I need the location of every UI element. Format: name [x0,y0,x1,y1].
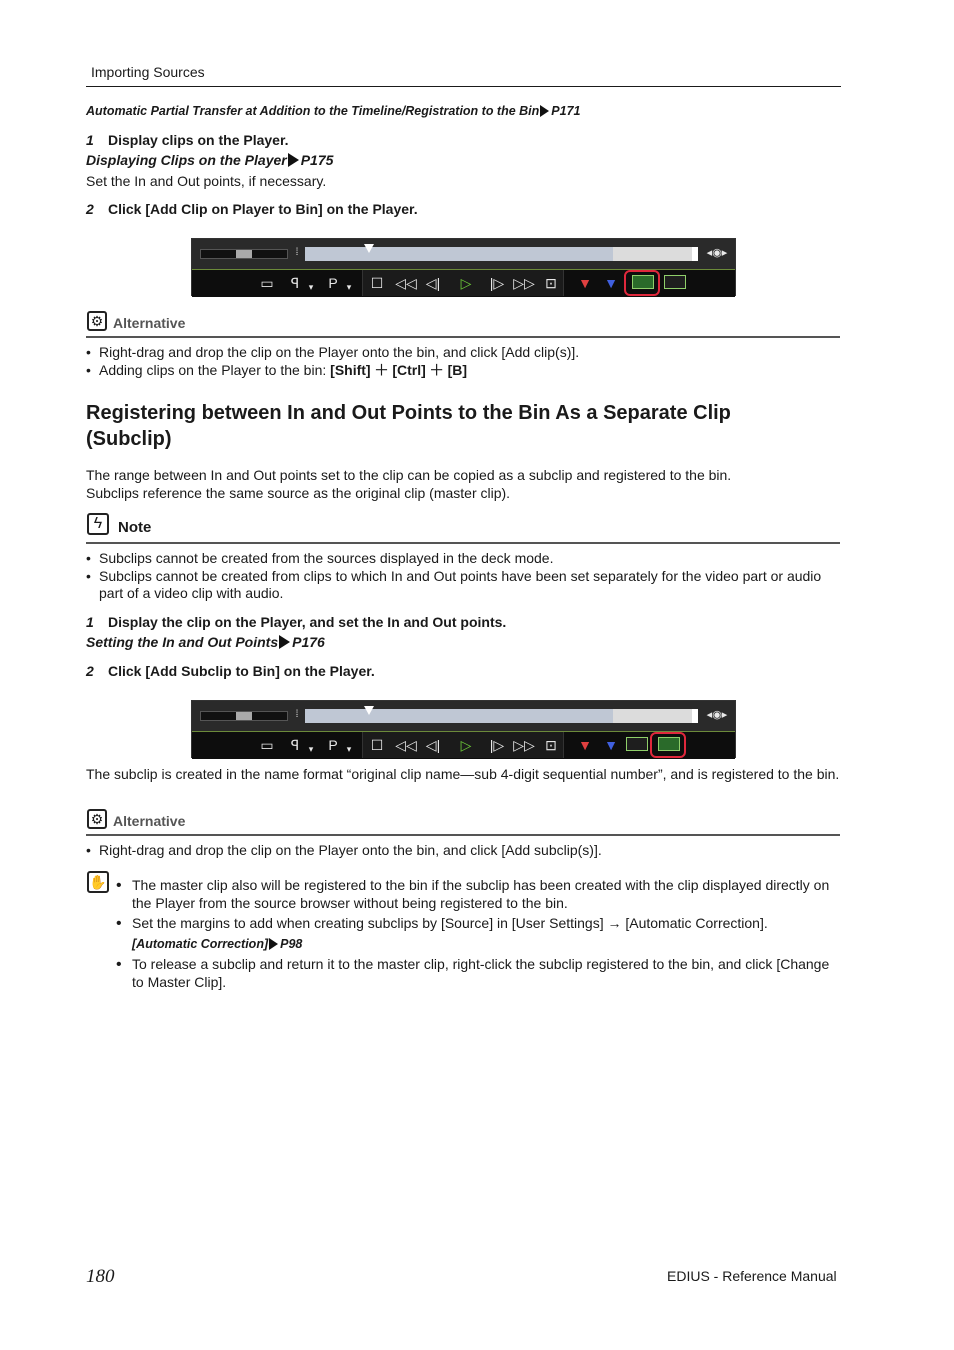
step-2: 2 Click [Add Clip on Player to Bin] on the Player. [86,201,418,217]
section-rule [86,336,840,338]
section-rule [86,542,840,544]
step-back-icon[interactable]: ◁| [425,737,441,753]
chevron-down-icon[interactable]: ▾ [308,282,314,292]
overwrite-to-timeline-icon[interactable]: ▼ [604,275,618,291]
insert-to-timeline-icon[interactable]: ▼ [578,275,592,291]
match-frame-icon[interactable]: ▭ [260,737,274,753]
loop-icon[interactable]: ⊡ [545,737,557,753]
set-out-icon[interactable]: P [328,737,338,753]
ref-text: Setting the In and Out Points [86,634,279,650]
playhead-icon[interactable] [364,706,374,715]
insert-to-timeline-icon[interactable]: ▼ [578,737,592,753]
chevron-down-icon[interactable]: ▾ [346,282,352,292]
match-frame-icon[interactable]: ▭ [260,275,274,291]
list-item: • Subclips cannot be created from clips to which In and Out points have been set separately for the video part or audio part of a video clip with audio. [86,568,840,603]
audio-icon[interactable]: ◂◉▸ [706,247,728,259]
cross-reference[interactable] [132,936,840,954]
ref-page: P98 [280,936,303,951]
player-screenshot [191,700,736,758]
player-timeline-area [192,239,735,269]
arrow-right-icon [540,105,549,117]
ref-text: Automatic Partial Transfer at Addition to the Timeline/Registration to the Bin [86,104,540,118]
step-forward-icon[interactable]: |▷ [489,275,505,291]
chevron-down-icon[interactable]: ▾ [346,744,352,754]
header-rule [86,86,841,87]
note-icon: ϟ [87,513,109,535]
step-1: 1 Display clips on the Player. [86,132,289,148]
hand-icon: ✋ [87,871,109,893]
add-subclip-to-bin-icon[interactable] [664,275,686,289]
page-number: 180 [86,1266,115,1287]
set-out-icon[interactable]: P [328,275,338,291]
fast-forward-icon[interactable]: ▷▷ [513,737,535,753]
step-back-icon[interactable]: ◁| [425,275,441,291]
set-in-icon[interactable]: ꟼ [290,275,300,291]
slider-knob[interactable] [236,712,252,720]
subclip-description: The subclip is created in the name format “original clip name—sub 4-digit sequential number”, and is registered to the bin. [86,766,840,782]
note-list [86,550,840,603]
alternative-label: Alternative [113,315,186,331]
ref-text: Displaying Clips on the Player [86,152,287,168]
list-item: • Set the margins to add when creating subclips by [Source] in [User Settings] → [Automatic Correction]. [Automatic Correction] P98 [116,915,840,953]
alternative-list [86,344,840,379]
fast-forward-icon[interactable]: ▷▷ [513,275,535,291]
list-item: • Right-drag and drop the clip on the Player onto the bin, and click [Add subclip(s)]. [86,842,840,860]
stop-icon[interactable]: ☐ [370,737,384,753]
gear-icon: ⚙ [87,809,107,829]
shortcut: [Shift] ＋ [Ctrl] ＋ [B] [330,361,468,378]
in-out-range [305,709,613,723]
arrow-right-icon [279,635,290,649]
ref-text: [Automatic Correction] [132,936,269,951]
add-clip-to-bin-icon[interactable] [632,275,654,289]
cross-reference[interactable] [86,634,325,650]
step-body: Set the In and Out points, if necessary. [86,173,327,189]
list-item: • Right-drag and drop the clip on the Player onto the bin, and click [Add clip(s)]. [86,344,840,362]
play-icon[interactable]: ▷ [460,275,472,291]
ref-page: P176 [292,634,325,650]
list-item: • To release a subclip and return it to the master clip, right-click the subclip registered to the bin, and click [Change to Master Clip]. [116,956,840,991]
cross-reference[interactable] [86,104,581,118]
step-forward-icon[interactable]: |▷ [489,737,505,753]
marker-icon: ⁞ [295,709,299,720]
out-marker [692,247,698,261]
play-icon[interactable]: ▷ [460,737,472,753]
arrow-right-icon [288,153,299,167]
overwrite-to-timeline-icon[interactable]: ▼ [604,737,618,753]
cross-reference[interactable] [86,152,333,168]
section-body: The range between In and Out points set to the clip can be copied as a subclip and registered to the bin. Subclips reference the same source as the original clip (master clip). [86,467,732,501]
marker-icon: ⁞ [295,247,299,258]
set-in-icon[interactable]: ꟼ [290,737,300,753]
ref-page: P171 [551,104,581,118]
note-label: Note [118,519,152,536]
loop-icon[interactable]: ⊡ [545,275,557,291]
list-item: • Subclips cannot be created from the sources displayed in the deck mode. [86,550,840,568]
arrow-right-icon [269,938,278,950]
shuttle-slider[interactable] [200,249,288,259]
section-rule [86,834,840,836]
alternative-label: Alternative [113,813,186,829]
alternative-list [86,842,840,860]
ref-page: P175 [300,152,334,168]
in-out-range [305,247,613,261]
playhead-icon[interactable] [364,244,374,253]
section-title: Registering between In and Out Points to the Bin As a Separate Clip (Subclip) [86,402,731,450]
shuttle-slider[interactable] [200,711,288,721]
manual-title: EDIUS - Reference Manual [667,1268,837,1284]
slider-knob[interactable] [236,250,252,258]
gear-icon: ⚙ [87,311,107,331]
player-screenshot [191,238,736,296]
out-marker [692,709,698,723]
rewind-icon[interactable]: ◁◁ [395,275,417,291]
add-subclip-to-bin-icon[interactable] [658,737,680,751]
step-2: 2 Click [Add Subclip to Bin] on the Player. [86,663,375,679]
rewind-icon[interactable]: ◁◁ [395,737,417,753]
step-1: 1 Display the clip on the Player, and set the In and Out points. [86,614,507,630]
running-header: Importing Sources [91,64,205,80]
player-timeline-area [192,701,735,731]
stop-icon[interactable]: ☐ [370,275,384,291]
audio-icon[interactable]: ◂◉▸ [706,709,728,721]
list-item: • Adding clips on the Player to the bin: [Shift] ＋ [Ctrl] ＋ [B] [86,362,840,380]
list-item: • The master clip also will be registered to the bin if the subclip has been created with the clip displayed directly on the Player from the source browser without being registered to the bin. [116,877,840,912]
chevron-down-icon[interactable]: ▾ [308,744,314,754]
add-clip-to-bin-icon[interactable] [626,737,648,751]
tips-list [116,877,840,994]
